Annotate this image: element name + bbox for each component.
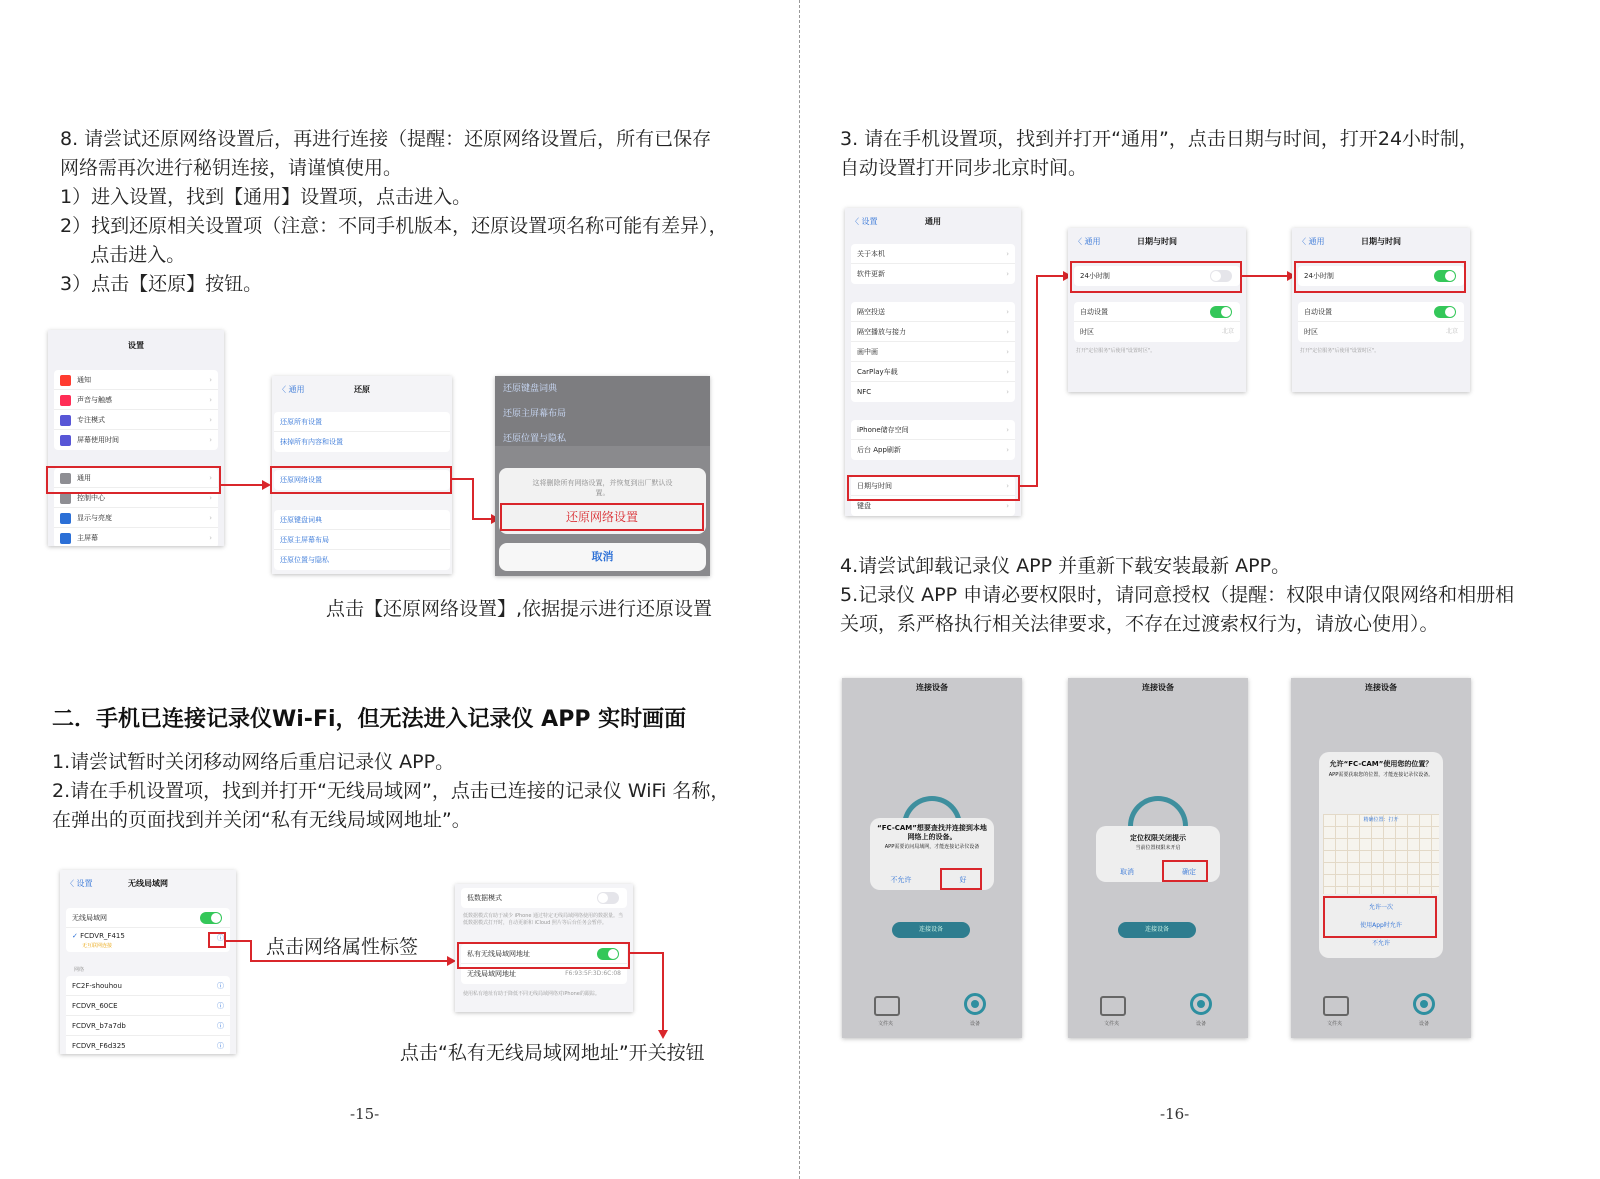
step8-text: 8. 请尝试还原网络设置后，再进行连接（提醒：还原网络设置后，所有已保存 网络需再次进行秘钥连接，请谨慎使用。 1）进入设置，找到【通用】设置项，点击进入。 2）找到还原相关设置项（注意：不同手机版本，还原设置项名称可能有差异）， 点击进入。 3）点击【还原】按钮。 [60,128,728,295]
info-icon[interactable]: ⓘ [217,934,224,942]
control-center-icon [60,493,71,504]
folder-icon[interactable] [1323,996,1349,1016]
cancel-button[interactable]: 取消 [1120,868,1134,876]
caption-switch: 点击“私有无线局域网地址”开关按钮 [400,1042,705,1064]
arrow-line [472,518,492,520]
auto-group: 自动设置 时区 北京 [1074,302,1240,342]
date-time-row[interactable]: 日期与时间 › [851,476,1015,496]
folder-icon[interactable] [1100,996,1126,1016]
datetime-title: 日期与时间 [1137,237,1177,246]
auto-set-toggle[interactable] [1210,306,1232,318]
caption-reset: 点击【还原网络设置】,依据提示进行还原设置 [326,598,713,620]
back-link[interactable]: 〈 通用 [1074,237,1101,246]
arrow-line [1036,275,1064,277]
reset-title: 还原 [354,385,370,394]
datetime-screenshot-after: 〈 通用 日期与时间 24小时制 自动设置 时区 北京 打开"定位服务"后使用"设置时区"。 [1292,228,1470,392]
connect-device-button[interactable]: 连接设备 [1118,922,1196,938]
sound-icon [60,395,71,406]
h24-group: 24小时制 [1074,266,1240,286]
display-icon [60,513,71,524]
device-icon[interactable] [1413,993,1435,1015]
arrow-line [1242,275,1288,277]
section2-text: 1.请尝试暂时关闭移动网络后重启记录仪 APP。 2.请在手机设置项，找到并打开“无线局域网”，点击已连接的记录仪 WiFi 名称， 在弹出的页面找到并关闭“私有无线局域网地址”。 [52,751,730,831]
map-preview: 精确位置：打开 [1323,814,1439,894]
arrow-line [226,940,252,942]
info-icon: ⓘ [217,982,224,990]
h24-group: 24小时制 [1298,266,1464,286]
arrow-line [630,952,664,954]
arrow-line [250,960,448,962]
app-title: 连接设备 [1142,683,1174,692]
reset-network-confirm-button[interactable]: 还原网络设置 [500,503,704,531]
highlight-allow-options [1323,896,1437,938]
notification-icon [60,375,71,386]
page-divider [799,0,800,1179]
settings-group-1: 通知 › 声音与触感 › 专注模式 › 屏幕使用时间 › [54,370,218,450]
arrow-line [250,940,252,962]
arrow-line [1036,275,1038,487]
folder-icon[interactable] [874,996,900,1016]
info-icon: ⓘ [217,1002,224,1010]
location-permission-dialog: 允许“FC-CAM”使用您的位置？ APP需要获取您的位置，才能连接记录仪设备。 精确位置：打开 允许一次 使用App时允许 不允许 [1319,752,1443,958]
reset-group-1: 还原所有设置 抹掉所有内容和设置 [274,412,450,452]
highlight-confirm [1162,860,1208,882]
connect-device-button[interactable]: 连接设备 [892,922,970,938]
general-title: 通用 [925,217,941,226]
highlight-h24-on [1294,261,1466,293]
general-group-4: 日期与时间 › 键盘 › [851,476,1015,516]
device-arc-icon [1128,796,1188,826]
highlight-date-time [847,475,1020,501]
back-link[interactable]: 〈 设置 [66,879,93,888]
low-data-toggle[interactable] [597,892,619,904]
allow-button[interactable]: 好 [959,876,967,884]
private-group: 私有无线局域网地址 无线局域网地址 F6:93:5F:3D:6C:08 [461,944,627,984]
device-icon[interactable] [1190,993,1212,1015]
auto-set-toggle[interactable] [1434,306,1456,318]
reset-group-3: 还原键盘词典 还原主屏幕布局 还原位置与隐私 [274,510,450,570]
highlight-allow [940,868,982,890]
back-link[interactable]: 〈 通用 [278,385,305,394]
highlight-reset-network [270,466,452,494]
reset-dialog-screenshot: 还原键盘词典 还原主屏幕布局 还原位置与隐私 这将删除所有网络设置，并恢复到出厂默认设置。 取消 [495,376,710,576]
settings-title: 设置 [128,341,144,350]
deny-button[interactable]: 不允许 [890,876,912,884]
app-title: 连接设备 [916,683,948,692]
deny-button[interactable]: 不允许 [1371,940,1390,947]
highlight-h24-off [1070,261,1242,293]
action-sheet: 这将删除所有网络设置，并恢复到出厂默认设置。 [499,468,706,534]
arrow-line [662,952,664,1032]
cancel-button[interactable]: 取消 [499,543,706,571]
wifi-toggle[interactable] [200,912,222,924]
arrow-line [452,478,474,480]
wifi-screenshot: 〈 设置 无线局域网 无线局域网 ✓ FCDVR_F415 无互联网连接 ⓘ 网络 FC2F-shouhou ⓘ FCDVR_60CE ⓘ FCDVR_b7a7db ⓘ FCDVR_F6d325 ⓘ [60,870,236,1054]
app-screenshot-local-network: 连接设备 “FC-CAM”想要查找并连接到本地网络上的设备。 APP需要访问局域网，才能连接记录仪设备 不允许 好 连接设备 文件夹 设备 [842,678,1022,1038]
low-data-group: 低数据模式 [461,888,627,908]
back-link[interactable]: 〈 设置 [851,217,878,226]
caption-tag: 点击网络属性标签 [266,936,419,958]
screen-time-icon [60,435,71,446]
settings-screenshot [48,330,224,546]
focus-icon [60,415,71,426]
app-screenshot-location-permission: 连接设备 允许“FC-CAM”使用您的位置？ APP需要获取您的位置，才能连接记录仪设备。 精确位置：打开 允许一次 使用App时允许 不允许 文件夹 设备 [1291,678,1471,1038]
device-icon[interactable] [964,993,986,1015]
home-screen-icon [60,533,71,544]
wifi-title: 无线局域网 [128,879,168,888]
wifi-group: 无线局域网 ✓ FCDVR_F415 无互联网连接 ⓘ [66,908,230,952]
app-title: 连接设备 [1365,683,1397,692]
private-address-screenshot: 低数据模式 低数据模式有助于减少 iPhone 通过特定无线局域网络使用的数据量。当低数据模式打开时，自动更新和 iCloud 照片等后台任务会暂停。 私有无线局域网地址 无线局域网地址 F6:93:5F:3D:6C:08 使用私有地址有助于降低不同无线局域网络对iPhone的跟踪。 [455,884,633,1012]
local-network-dialog: “FC-CAM”想要查找并连接到本地网络上的设备。 APP需要访问局域网，才能连接记录仪设备 不允许 好 [870,818,994,890]
auto-group: 自动设置 时区 北京 [1298,302,1464,342]
allow-once-button[interactable]: 允许一次 [1368,904,1393,911]
general-group-2: 隔空投送 › 隔空播放与接力 › 画中画 › CarPlay车载 › NFC › [851,302,1015,402]
arrow-line [221,484,263,486]
info-icon: ⓘ [217,1042,224,1050]
reset-network-row[interactable]: 还原网络设置 [280,476,322,484]
general-group-3: iPhone储存空间 › 后台 App刷新 › [851,420,1015,460]
settings-group-2: 通用 › 控制中心 › 显示与亮度 › 主屏幕 › [54,468,218,546]
section2-title: 二．手机已连接记录仪Wi-Fi，但无法进入记录仪 APP 实时画面 [52,707,687,732]
general-group-1: 关于本机 › 软件更新 › [851,244,1015,284]
info-icon: ⓘ [217,1022,224,1030]
datetime-title: 日期与时间 [1361,237,1401,246]
highlight-info-icon [208,932,226,948]
highlight-general [46,466,221,494]
arrow-line [472,478,474,520]
highlight-private-toggle [457,942,630,969]
general-screenshot [845,208,1021,516]
allow-while-using-button[interactable]: 使用App时允许 [1360,922,1402,929]
datetime-screenshot-before: 〈 通用 日期与时间 24小时制 自动设置 时区 北京 打开"定位服务"后使用"设置时区"。 [1068,228,1246,392]
step45-text: 4.请尝试卸载记录仪 APP 并重新下载安装最新 APP。 5.记录仪 APP 申请必要权限时，请同意授权（提醒：权限申请仅限网络和相册相 关项，系严格执行相关法律要求，不存在过渡索权行为，请放心使用）。 [840,555,1515,635]
app-screenshot-location-off: 连接设备 定位权限关闭提示 当前位置权限未开启 取消 确定 连接设备 文件夹 设备 [1068,678,1248,1038]
page-number-left: -15- [350,1105,380,1123]
back-link[interactable]: 〈 通用 [1298,237,1325,246]
page-number-right: -16- [1160,1105,1190,1123]
confirm-button[interactable]: 确定 [1182,868,1196,876]
location-dialog: 定位权限关闭提示 当前位置权限未开启 取消 确定 [1096,826,1220,882]
networks-group: FC2F-shouhou ⓘ FCDVR_60CE ⓘ FCDVR_b7a7db ⓘ FCDVR_F6d325 ⓘ [66,976,230,1054]
step3-text: 3. 请在手机设置项，找到并打开“通用”，点击日期与时间，打开24小时制， 自动设置打开同步北京时间。 [840,128,1479,179]
